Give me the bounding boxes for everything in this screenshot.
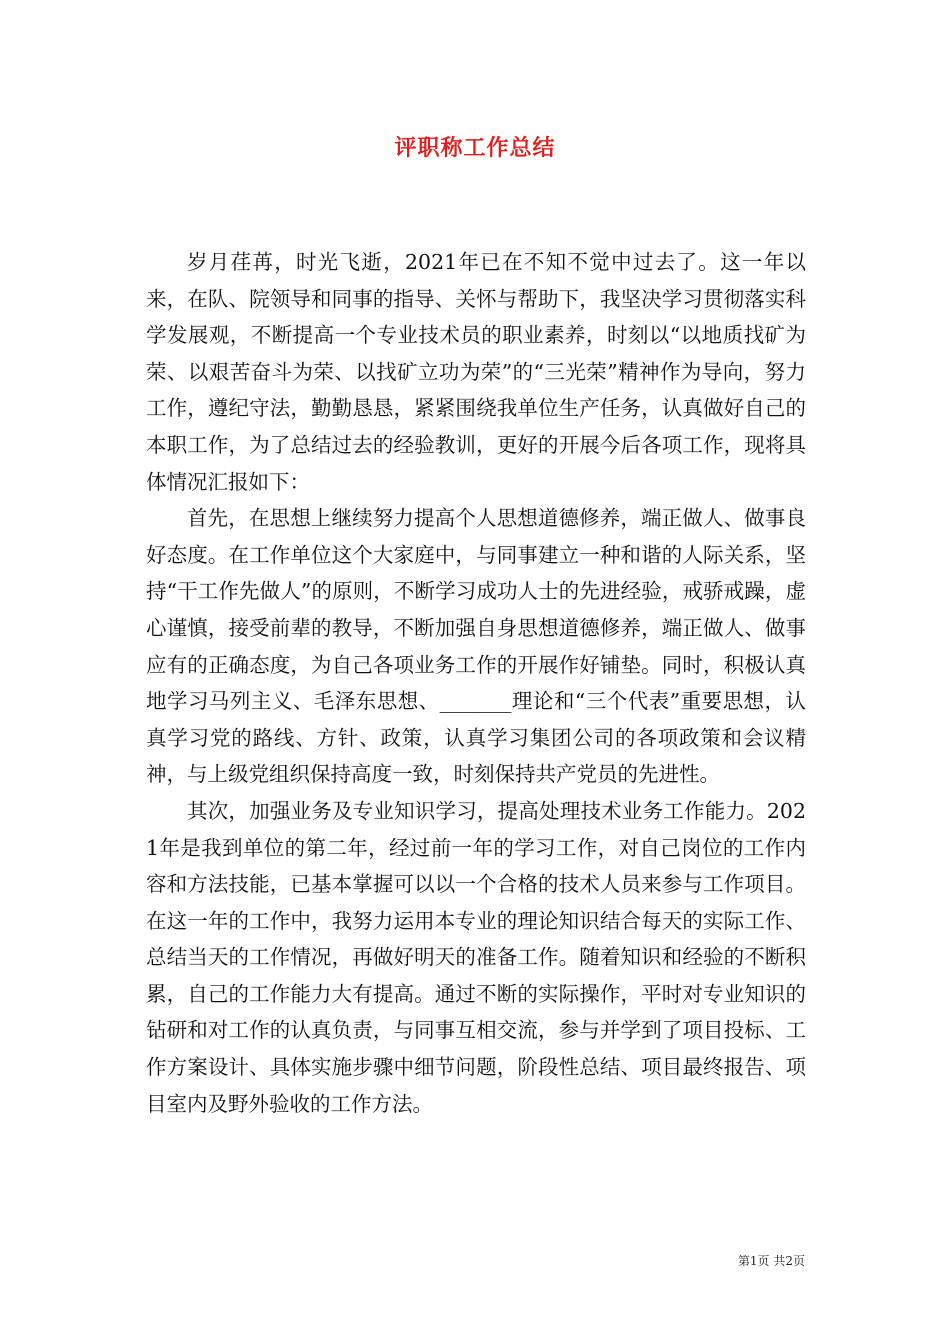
paragraph-intro: 岁月荏苒，时光飞逝，2021年已在不知不觉中过去了。这一年以来，在队、院领导和同事的指导、关怀与帮助下，我坚决学习贯彻落实科学发展观，不断提高一个专业技术员的职业素养，时刻以“以地质找矿为荣、以艰苦奋斗为荣、以找矿立功为荣”的“三光荣”精神作为导向，努力工作，遵纪守法，勤勤恳恳，紧紧围绕我单位生产任务，认真做好自己的本职工作，为了总结过去的经验教训，更好的开展今后各项工作，现将具体情况汇报如下： [146,250,806,494]
document-title: 评职称工作总结 [394,135,556,161]
document-body [146,244,806,1122]
paragraph-first: 首先，在思想上继续努力提高个人思想道德修养，端正做人、做事良好态度。在工作单位这个大家庭中，与同事建立一种和谐的人际关系，坚持“干工作先做人”的原则，不断学习成功人士的先进经验，戒骄戒躁，虚心谨慎，接受前辈的教导，不断加强自身思想道德修养，端正做人、做事应有的正确态度，为自己各项业务工作的开展作好铺垫。同时，积极认真地学习马列主义、毛泽东思想、_______理论和“三个代表”重要思想，认真学习党的路线、方针、政策，认真学习集团公司的各项政策和会议精神，与上级党组织保持高度一致，时刻保持共产党员的先进性。 [146,506,806,787]
page-number: 第1页 共2页 [737,1254,805,1268]
paragraph-second: 其次，加强业务及专业知识学习，提高处理技术业务工作能力。2021年是我到单位的第二年，经过前一年的学习工作，对自己岗位的工作内容和方法技能，已基本掌握可以以一个合格的技术人员来参与工作项目。在这一年的工作中，我努力运用本专业的理论知识结合每天的实际工作、总结当天的工作情况，再做好明天的准备工作。随着知识和经验的不断积累，自己的工作能力大有提高。通过不断的实际操作，平时对专业知识的钻研和对工作的认真负责，与同事互相交流，参与并学到了项目投标、工作方案设计、具体实施步骤中细节问题，阶段性总结、项目最终报告、项目室内及野外验收的工作方法。 [146,798,806,1116]
